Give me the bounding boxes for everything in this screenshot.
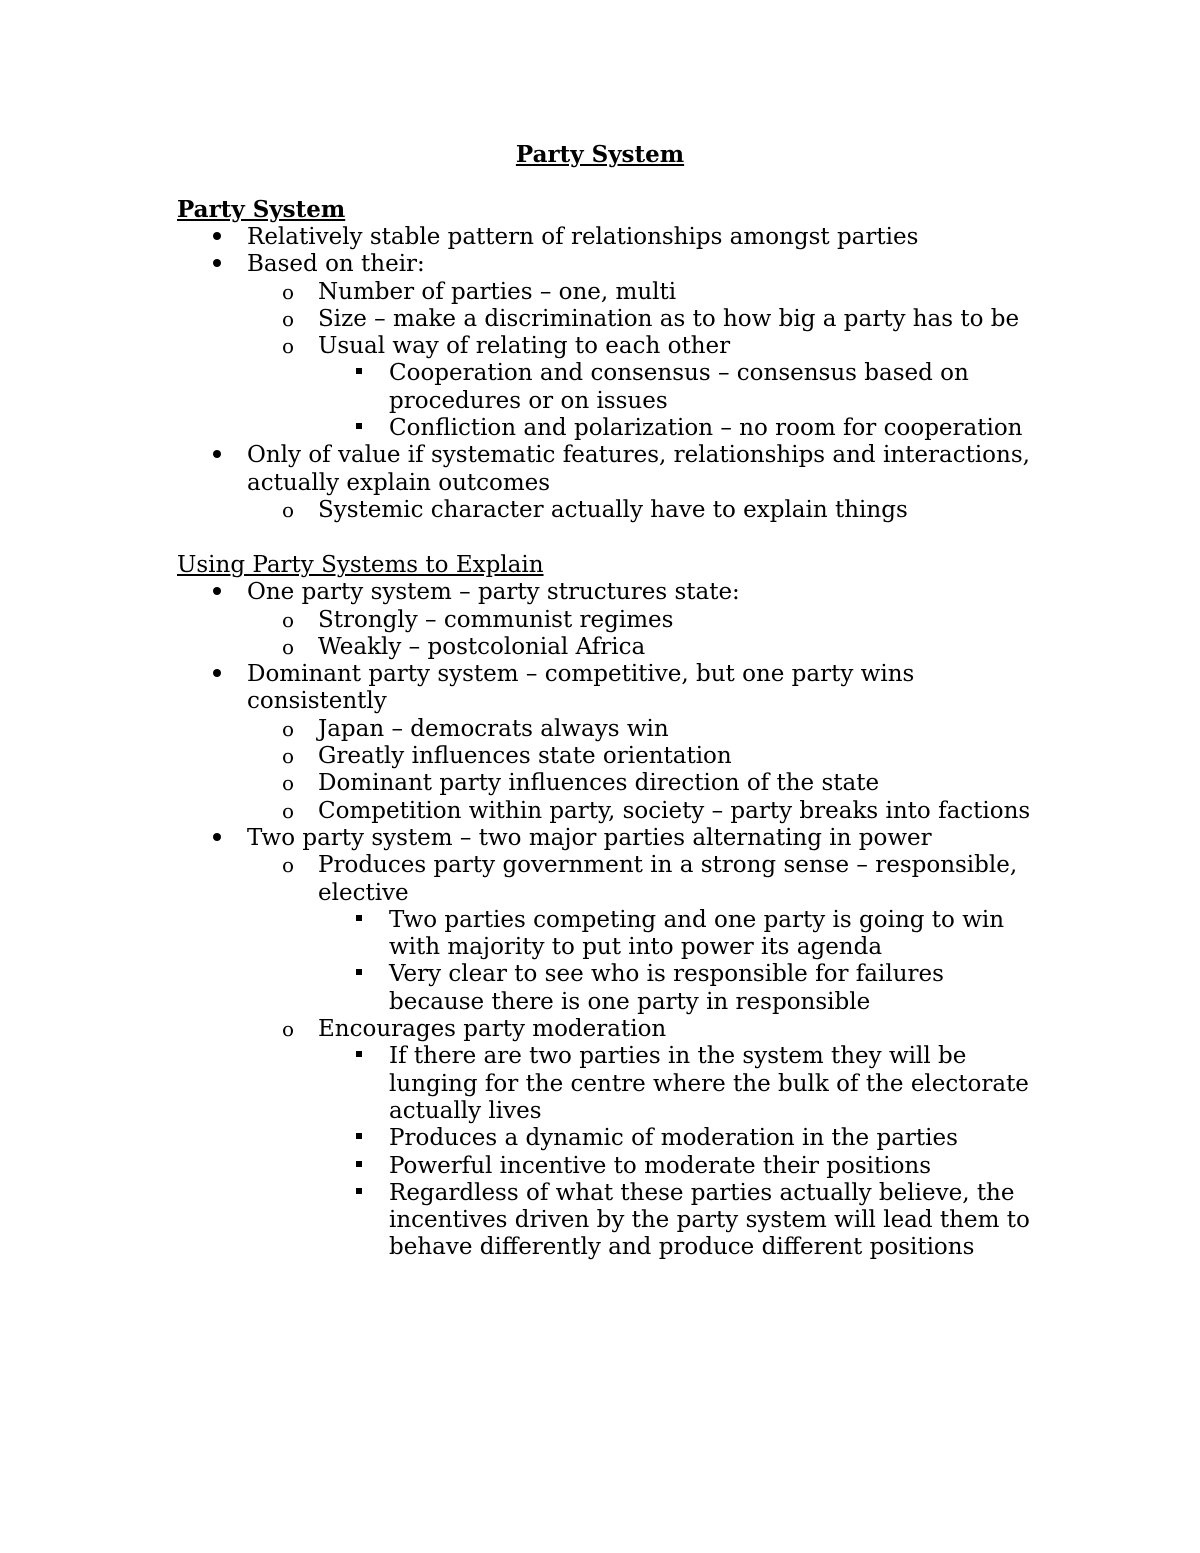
list-item bbox=[177, 333, 1037, 360]
list-item-text: Size – make a discrimination as to how big a party has to be bbox=[318, 305, 1020, 332]
square-bullet-icon bbox=[349, 1125, 369, 1152]
list-item-text: Greatly influences state orientation bbox=[318, 743, 732, 770]
circle-bullet-icon: o bbox=[281, 306, 295, 331]
circle-bullet-icon: o bbox=[281, 279, 295, 304]
list-item-text: Usual way of relating to each other bbox=[318, 333, 731, 360]
circle-bullet-icon: o bbox=[281, 853, 295, 878]
list-item bbox=[177, 634, 1037, 661]
document-body bbox=[177, 196, 1037, 1262]
list-item bbox=[177, 1180, 1037, 1262]
circle-bullet-icon: o bbox=[281, 497, 295, 522]
circle-bullet-icon: o bbox=[281, 798, 295, 823]
bullet-icon bbox=[207, 251, 227, 278]
circle-bullet-icon: o bbox=[281, 744, 295, 769]
list-item-text: Two parties competing and one party is going to win with majority to put into power its agenda bbox=[389, 906, 1005, 961]
bullet-icon bbox=[207, 442, 227, 469]
square-bullet-icon bbox=[349, 907, 369, 934]
list-item-text: Japan – democrats always win bbox=[318, 715, 669, 742]
circle-bullet-icon: o bbox=[281, 771, 295, 796]
list-item bbox=[177, 770, 1037, 797]
list-item-text: Dominant party system – competitive, but one party wins consistently bbox=[247, 661, 915, 715]
list-item-text: Cooperation and consensus – consensus based on procedures or on issues bbox=[389, 360, 969, 414]
list-item bbox=[177, 306, 1037, 333]
list-item-text: One party system – party structures state: bbox=[247, 579, 740, 606]
list-item bbox=[177, 415, 1037, 442]
list-item-text: Dominant party influences direction of the state bbox=[318, 770, 880, 797]
list-item-text: Encourages party moderation bbox=[318, 1016, 667, 1043]
page-title: Party System bbox=[515, 141, 685, 168]
list-item-text: Very clear to see who is responsible for failures because there is one party in responsible bbox=[389, 961, 944, 1015]
list-item-text: Systemic character actually have to explain things bbox=[318, 496, 908, 523]
circle-bullet-icon: o bbox=[281, 1017, 295, 1042]
list-item bbox=[177, 579, 1037, 606]
list-item-text: Number of parties – one, multi bbox=[318, 278, 677, 305]
square-bullet-icon bbox=[349, 1180, 369, 1207]
list-item-text: Relatively stable pattern of relationships amongst parties bbox=[247, 224, 919, 250]
list-item bbox=[177, 798, 1037, 825]
list-item-text: Regardless of what these parties actually believe, the incentives driven by the party system will lead them to behave differently and produce different positions bbox=[389, 1179, 1030, 1261]
list-item bbox=[177, 360, 1037, 415]
bullet-icon bbox=[207, 825, 227, 852]
list-item bbox=[177, 907, 1037, 962]
list-item-text: Two party system – two major parties alternating in power bbox=[247, 824, 932, 851]
circle-bullet-icon: o bbox=[281, 334, 295, 359]
list-item-text: Produces party government in a strong sense – responsible, elective bbox=[318, 852, 1018, 906]
list-item-text: If there are two parties in the system they will be lunging for the centre where the bulk of the electorate actually lives bbox=[389, 1043, 1029, 1124]
list-item-text: Based on their: bbox=[247, 251, 425, 278]
square-bullet-icon bbox=[349, 1153, 369, 1180]
list-item bbox=[177, 607, 1037, 634]
circle-bullet-icon: o bbox=[281, 607, 295, 632]
list-item bbox=[177, 497, 1037, 524]
list-item-text: Powerful incentive to moderate their positions bbox=[389, 1152, 932, 1179]
list-item bbox=[177, 279, 1037, 306]
list-item bbox=[177, 716, 1037, 743]
list-item bbox=[177, 961, 1037, 1016]
square-bullet-icon bbox=[349, 961, 369, 988]
list-item bbox=[177, 661, 1037, 716]
list-item bbox=[177, 1125, 1037, 1152]
list-item bbox=[177, 1153, 1037, 1180]
list-item bbox=[177, 224, 1037, 251]
list-item-text: Competition within party, society – party breaks into factions bbox=[318, 797, 1031, 824]
square-bullet-icon bbox=[349, 415, 369, 442]
list-item-text: Only of value if systematic features, relationships and interactions, actually explain outcomes bbox=[247, 442, 1030, 496]
list-item bbox=[177, 743, 1037, 770]
list-item bbox=[177, 1016, 1037, 1043]
list-item-text: Strongly – communist regimes bbox=[318, 606, 674, 633]
bullet-icon bbox=[207, 661, 227, 688]
square-bullet-icon bbox=[349, 360, 369, 387]
list-item bbox=[177, 251, 1037, 278]
section-heading: Party System bbox=[177, 196, 346, 223]
section-heading: Using Party Systems to Explain bbox=[177, 552, 544, 579]
circle-bullet-icon: o bbox=[281, 716, 295, 741]
list-item-text: Confliction and polarization – no room for cooperation bbox=[389, 415, 1023, 442]
list-item-text: Weakly – postcolonial Africa bbox=[318, 633, 646, 660]
list-item bbox=[177, 825, 1037, 852]
circle-bullet-icon: o bbox=[281, 634, 295, 659]
bullet-icon bbox=[207, 224, 227, 251]
list-item bbox=[177, 1043, 1037, 1125]
list-item bbox=[177, 442, 1037, 497]
list-item-text: Produces a dynamic of moderation in the parties bbox=[389, 1125, 958, 1152]
list-item bbox=[177, 852, 1037, 907]
paragraph-spacer bbox=[177, 524, 1037, 551]
bullet-icon bbox=[207, 579, 227, 606]
square-bullet-icon bbox=[349, 1043, 369, 1070]
